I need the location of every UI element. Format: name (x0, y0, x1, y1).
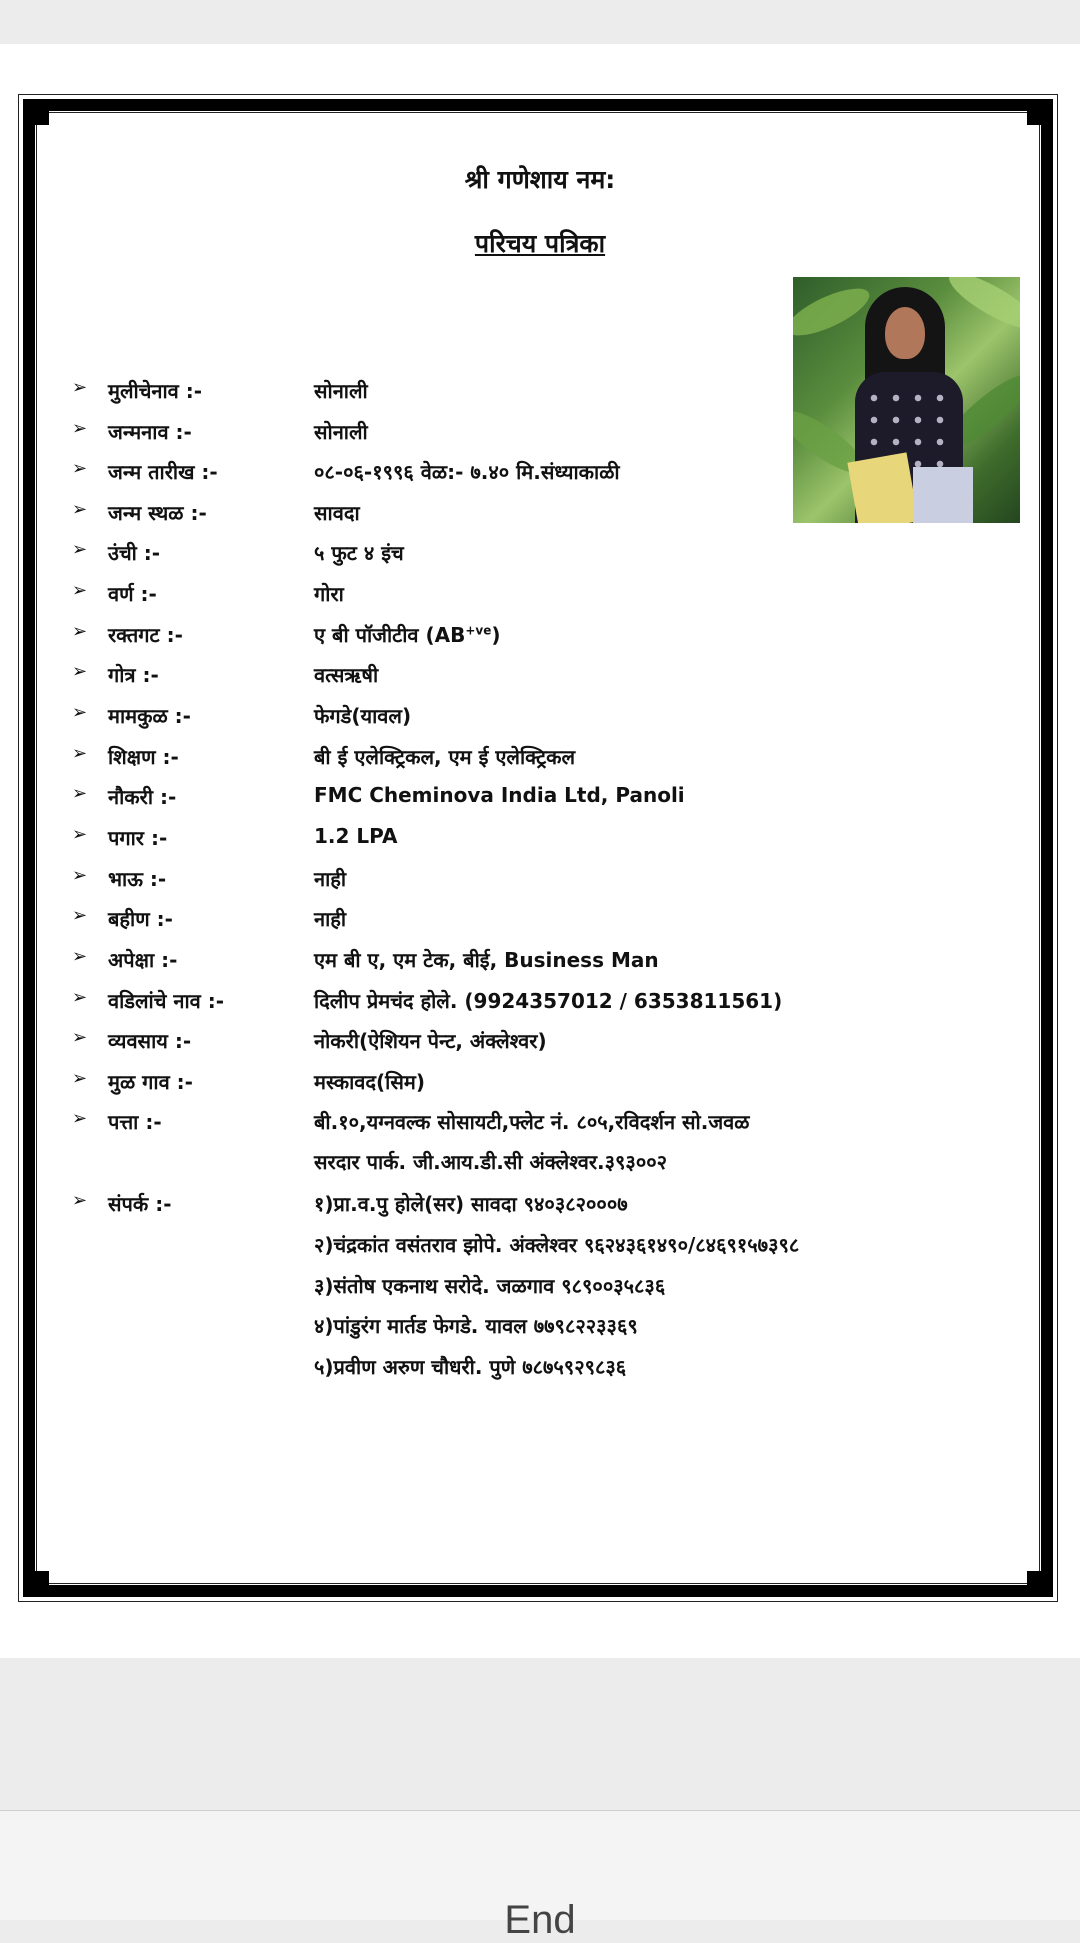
end-label: End (504, 1898, 576, 1942)
arrow-bullet-icon: ➢ (72, 1027, 88, 1048)
field-value-text: फेगडे(यावल) (314, 704, 412, 728)
field-row (0, 824, 1080, 854)
arrow-bullet-icon: ➢ (72, 743, 88, 764)
field-row (0, 580, 1080, 610)
field-value-text: बी ई एलेक्ट्रिकल, एम ई एलेक्ट्रिकल (314, 745, 576, 769)
field-value-text: नाही (314, 867, 347, 891)
field-label: मुळ गाव :- (108, 1070, 193, 1094)
arrow-bullet-icon: ➢ (72, 418, 88, 439)
field-value-text: नाही (314, 907, 347, 931)
document-content (0, 44, 1080, 1658)
field-row (0, 1312, 1080, 1342)
field-label: पगार :- (108, 826, 168, 850)
field-value (314, 1148, 667, 1175)
arrow-bullet-icon: ➢ (72, 865, 88, 886)
field-value (314, 539, 404, 566)
arrow-bullet-icon: ➢ (72, 377, 88, 398)
field-label: जन्म तारीख :- (108, 460, 218, 484)
field-label: अपेक्षा :- (108, 948, 178, 972)
field-label: जन्मनाव :- (108, 420, 192, 444)
field-value-text: एम बी ए, एम टेक, बीई, Business Man (314, 948, 659, 972)
arrow-bullet-icon: ➢ (72, 824, 88, 845)
field-label: मामकुळ :- (108, 704, 191, 728)
invocation-heading: श्री गणेशाय नम: (464, 165, 616, 194)
field-value-suffix: ) (491, 623, 501, 647)
field-value (314, 865, 346, 892)
arrow-bullet-icon: ➢ (72, 580, 88, 601)
field-row (0, 1190, 1080, 1220)
arrow-bullet-icon: ➢ (72, 661, 88, 682)
field-row (0, 946, 1080, 976)
field-value-text: FMC Cheminova India Ltd, Panoli (314, 783, 685, 807)
field-value (314, 905, 346, 932)
field-value (314, 1272, 665, 1299)
field-row (0, 539, 1080, 569)
field-value (314, 702, 411, 729)
field-row (0, 905, 1080, 935)
arrow-bullet-icon: ➢ (72, 702, 88, 723)
field-value (314, 458, 620, 485)
arrow-bullet-icon: ➢ (72, 946, 88, 967)
arrow-bullet-icon: ➢ (72, 499, 88, 520)
field-row (0, 418, 1080, 448)
field-value (314, 661, 378, 688)
field-row (0, 783, 1080, 813)
arrow-bullet-icon: ➢ (72, 621, 88, 642)
field-row (0, 458, 1080, 488)
viewer-top-bar (0, 0, 1080, 44)
field-value-text: दिलीप प्रेमचंद होले. (9924357012 / 6353811561) (314, 989, 783, 1013)
document-title: परिचय पत्रिका (474, 229, 606, 258)
field-label: व्यवसाय :- (108, 1029, 192, 1053)
field-label: संपर्क :- (108, 1192, 172, 1216)
arrow-bullet-icon: ➢ (72, 458, 88, 479)
field-value-text: सोनाली (314, 379, 368, 403)
field-row (0, 1148, 1080, 1178)
field-value-text: वत्सऋषी (314, 663, 379, 687)
arrow-bullet-icon: ➢ (72, 1190, 88, 1211)
field-row (0, 1272, 1080, 1302)
field-row (0, 1027, 1080, 1057)
field-value-superscript: +ve (465, 623, 492, 638)
viewer-gap (0, 1658, 1080, 1811)
field-row (0, 743, 1080, 773)
field-value-text: ४)पांडुरंग मार्तड फेगडे. यावल ७७९८२२३३६९ (314, 1314, 638, 1338)
field-value-text: ए बी पॉजीटीव (AB (314, 623, 466, 647)
field-label: वडिलांचे नाव :- (108, 989, 225, 1013)
field-value (314, 824, 397, 848)
field-value (314, 743, 575, 770)
arrow-bullet-icon: ➢ (72, 905, 88, 926)
field-row (0, 1231, 1080, 1261)
field-value-text: ५ फुट ४ इंच (314, 541, 404, 565)
field-value (314, 1312, 638, 1339)
field-label: उंची :- (108, 541, 161, 565)
field-value-text: सोनाली (314, 420, 368, 444)
field-label: पत्ता :- (108, 1110, 162, 1134)
field-row (0, 499, 1080, 529)
field-value (314, 946, 659, 973)
field-value-text: ५)प्रवीण अरुण चौधरी. पुणे ७८७५९२९८३६ (314, 1355, 627, 1379)
field-label: भाऊ :- (108, 867, 167, 891)
field-value (314, 418, 368, 445)
field-value (314, 783, 685, 807)
field-row (0, 377, 1080, 407)
arrow-bullet-icon: ➢ (72, 783, 88, 804)
field-label: वर्ण :- (108, 582, 157, 606)
document-page (0, 44, 1080, 1658)
arrow-bullet-icon: ➢ (72, 1108, 88, 1129)
field-value (314, 987, 782, 1014)
field-value-text: २)चंद्रकांत वसंतराव झोपे. अंक्लेश्वर ९६२४३६१४९०/८४६९१५७३९८ (314, 1233, 800, 1257)
field-row (0, 621, 1080, 651)
field-value-text: ३)संतोष एकनाथ सरोदे. जळगाव ९८९००३५८३६ (314, 1274, 666, 1298)
field-row (0, 1353, 1080, 1383)
field-row (0, 661, 1080, 691)
field-value (314, 1190, 628, 1217)
field-label: नौकरी :- (108, 785, 177, 809)
field-value (314, 580, 344, 607)
field-row (0, 702, 1080, 732)
field-label: रक्तगट :- (108, 623, 183, 647)
field-value-text: १)प्रा.व.पु होले(सर) सावदा ९४०३८२०००७ (314, 1192, 628, 1216)
field-value (314, 1108, 749, 1135)
field-value-text: बी.१०,यग्नवल्क सोसायटी,फ्लेट नं. ८०५,रविदर्शन सो.जवळ (314, 1110, 750, 1134)
field-value-text: सावदा (314, 501, 360, 525)
field-label: बहीण :- (108, 907, 173, 931)
field-row (0, 1068, 1080, 1098)
field-value (314, 1027, 547, 1054)
field-value-text: ०८-०६-१९९६ वेळ:- ७.४० मि.संध्याकाळी (314, 460, 620, 484)
field-row (0, 1108, 1080, 1138)
field-value (314, 1068, 425, 1095)
field-value (314, 377, 368, 404)
field-value (314, 621, 501, 648)
field-label: जन्म स्थळ :- (108, 501, 207, 525)
field-label: गोत्र :- (108, 663, 159, 687)
field-row (0, 865, 1080, 895)
field-row (0, 987, 1080, 1017)
arrow-bullet-icon: ➢ (72, 1068, 88, 1089)
arrow-bullet-icon: ➢ (72, 539, 88, 560)
field-value (314, 1353, 626, 1380)
field-value (314, 499, 360, 526)
field-label: मुलीचेनाव :- (108, 379, 203, 403)
field-value-text: नोकरी(ऐशियन पेन्ट, अंक्लेश्वर) (314, 1029, 547, 1053)
field-label: शिक्षण :- (108, 745, 179, 769)
field-value-text: 1.2 LPA (314, 824, 398, 848)
arrow-bullet-icon: ➢ (72, 987, 88, 1008)
field-value-text: गोरा (314, 582, 344, 606)
field-value-text: मस्कावद(सिम) (314, 1070, 425, 1094)
field-value-text: सरदार पार्क. जी.आय.डी.सी अंक्लेश्वर.३९३००२ (314, 1150, 668, 1174)
field-value (314, 1231, 799, 1258)
